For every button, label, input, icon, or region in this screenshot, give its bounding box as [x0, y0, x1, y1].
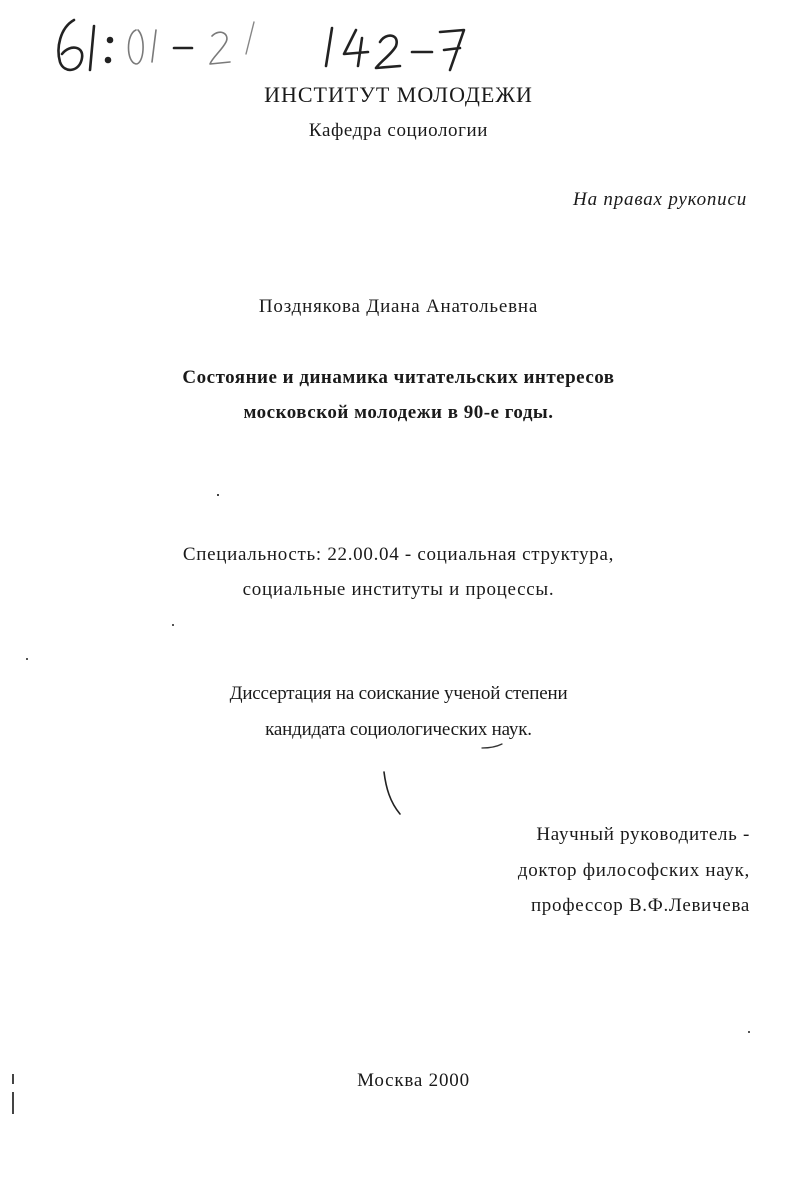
author-name: Позднякова Диана Анатольевна [258, 296, 539, 317]
scan-edge-mark [12, 1092, 14, 1114]
scan-dot [26, 658, 28, 660]
dissertation-title-line-2: московской молодежи в 90-е годы. [243, 402, 554, 423]
pen-tick-mark [480, 740, 506, 754]
specialty-line-2: социальные институты и процессы. [242, 579, 555, 600]
degree-line-1: Диссертация на соискание ученой степени [229, 683, 568, 704]
pen-stroke-mark [378, 768, 408, 818]
scan-dot [748, 1031, 750, 1033]
manuscript-note: На правах рукописи [573, 189, 747, 210]
city-year: Москва 2000 [357, 1070, 470, 1091]
supervisor-line-1: Научный руководитель - [536, 824, 750, 845]
supervisor-line-2: доктор философских наук, [517, 860, 750, 881]
specialty-line-1: Специальность: 22.00.04 - социальная структура, [182, 544, 615, 565]
scan-dot [217, 494, 219, 496]
handwritten-catalog-number [40, 8, 480, 78]
scan-edge-mark [12, 1074, 14, 1084]
department-name: Кафедра социологии [308, 120, 489, 141]
institute-name: ИНСТИТУТ МОЛОДЕЖИ [264, 82, 533, 107]
degree-line-2: кандидата социологических наук. [265, 719, 532, 740]
dissertation-title-line-1: Состояние и динамика читательских интересов [182, 367, 615, 388]
scan-dot [172, 624, 174, 626]
supervisor-line-3: профессор В.Ф.Левичева [530, 895, 750, 916]
